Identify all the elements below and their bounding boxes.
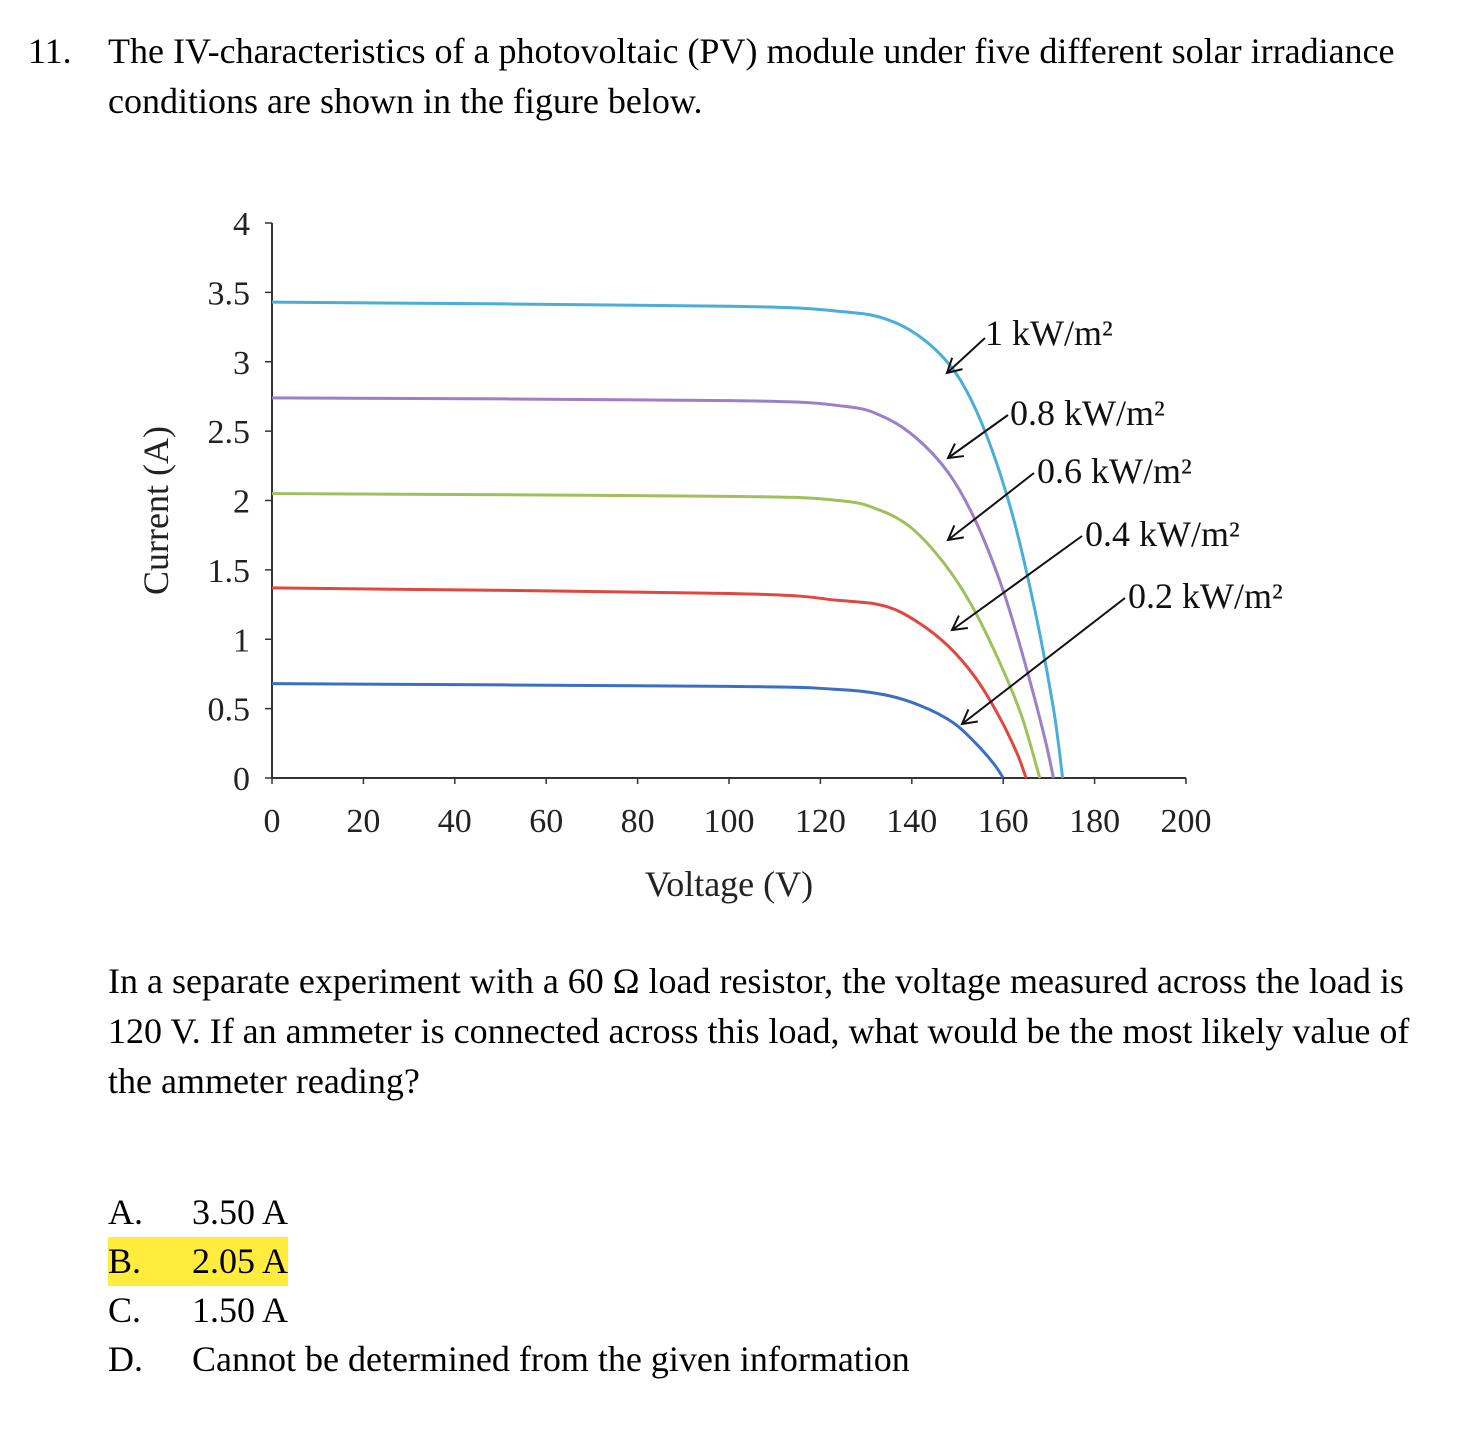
option-text: Cannot be determined from the given information bbox=[192, 1339, 910, 1379]
y-axis-label: Current (A) bbox=[136, 426, 176, 595]
x-axis-label: Voltage (V) bbox=[644, 864, 814, 904]
option-letter: A. bbox=[108, 1192, 143, 1232]
option-a[interactable] bbox=[108, 1188, 910, 1237]
annotation-label: 0.8 kW/m² bbox=[1010, 393, 1165, 433]
annotation-label: 0.4 kW/m² bbox=[1085, 514, 1240, 554]
x-tick-label: 180 bbox=[1069, 803, 1121, 840]
option-c[interactable] bbox=[108, 1286, 910, 1335]
annotation-label: 0.6 kW/m² bbox=[1037, 451, 1192, 491]
iv-characteristics-chart bbox=[0, 190, 1470, 910]
option-d[interactable] bbox=[108, 1335, 910, 1384]
y-tick-label: 2.5 bbox=[207, 414, 250, 452]
option-b[interactable] bbox=[108, 1237, 910, 1286]
y-tick-label: 0.5 bbox=[207, 691, 250, 729]
x-tick-label: 140 bbox=[886, 803, 938, 840]
x-tick-label: 20 bbox=[346, 803, 381, 840]
option-text: 1.50 A bbox=[192, 1290, 289, 1330]
x-tick-label: 200 bbox=[1160, 803, 1212, 840]
x-tick-label: 100 bbox=[703, 803, 755, 840]
x-tick-label: 40 bbox=[437, 803, 472, 840]
option-letter: B. bbox=[108, 1237, 192, 1286]
option-text: 2.05 A bbox=[192, 1237, 288, 1286]
y-tick-label: 2 bbox=[233, 483, 250, 521]
x-tick-label: 160 bbox=[977, 803, 1029, 840]
question-number: 11. bbox=[28, 31, 72, 71]
annotation-label: 1 kW/m² bbox=[985, 313, 1113, 353]
annotation-arrow-line bbox=[948, 415, 1008, 458]
y-tick-label: 0 bbox=[233, 761, 250, 798]
option-text: 3.50 A bbox=[192, 1192, 289, 1232]
series-line-0 bbox=[272, 302, 1063, 778]
x-tick-label: 0 bbox=[263, 803, 281, 840]
annotation-arrow-line bbox=[962, 598, 1125, 724]
y-tick-label: 1 bbox=[233, 622, 250, 660]
annotation-arrow-line bbox=[947, 338, 985, 373]
series-line-2 bbox=[272, 494, 1040, 778]
question-intro: The IV-characteristics of a photovoltaic (PV) module under five different solar irradiance conditions are shown in the figure below. bbox=[108, 31, 1395, 121]
series-line-4 bbox=[272, 684, 1003, 778]
option-letter: C. bbox=[108, 1290, 142, 1330]
y-tick-label: 3 bbox=[233, 344, 250, 382]
x-tick-label: 120 bbox=[794, 803, 846, 840]
y-tick-label: 1.5 bbox=[207, 552, 250, 590]
x-tick-label: 80 bbox=[620, 803, 655, 840]
x-tick-label: 60 bbox=[529, 803, 564, 840]
question-body: In a separate experiment with a 60 Ω load resistor, the voltage measured across the load is 120 V. If an ammeter is connected across this load, what would be the most likely value of the ammeter reading? bbox=[108, 961, 1410, 1101]
annotation-arrow-line bbox=[952, 536, 1082, 630]
answer-options bbox=[108, 1188, 910, 1384]
y-tick-label: 4 bbox=[233, 206, 250, 243]
option-letter: D. bbox=[108, 1339, 143, 1379]
annotation-label: 0.2 kW/m² bbox=[1128, 576, 1283, 616]
annotation-arrow-line bbox=[948, 473, 1034, 540]
y-tick-label: 3.5 bbox=[207, 275, 250, 313]
